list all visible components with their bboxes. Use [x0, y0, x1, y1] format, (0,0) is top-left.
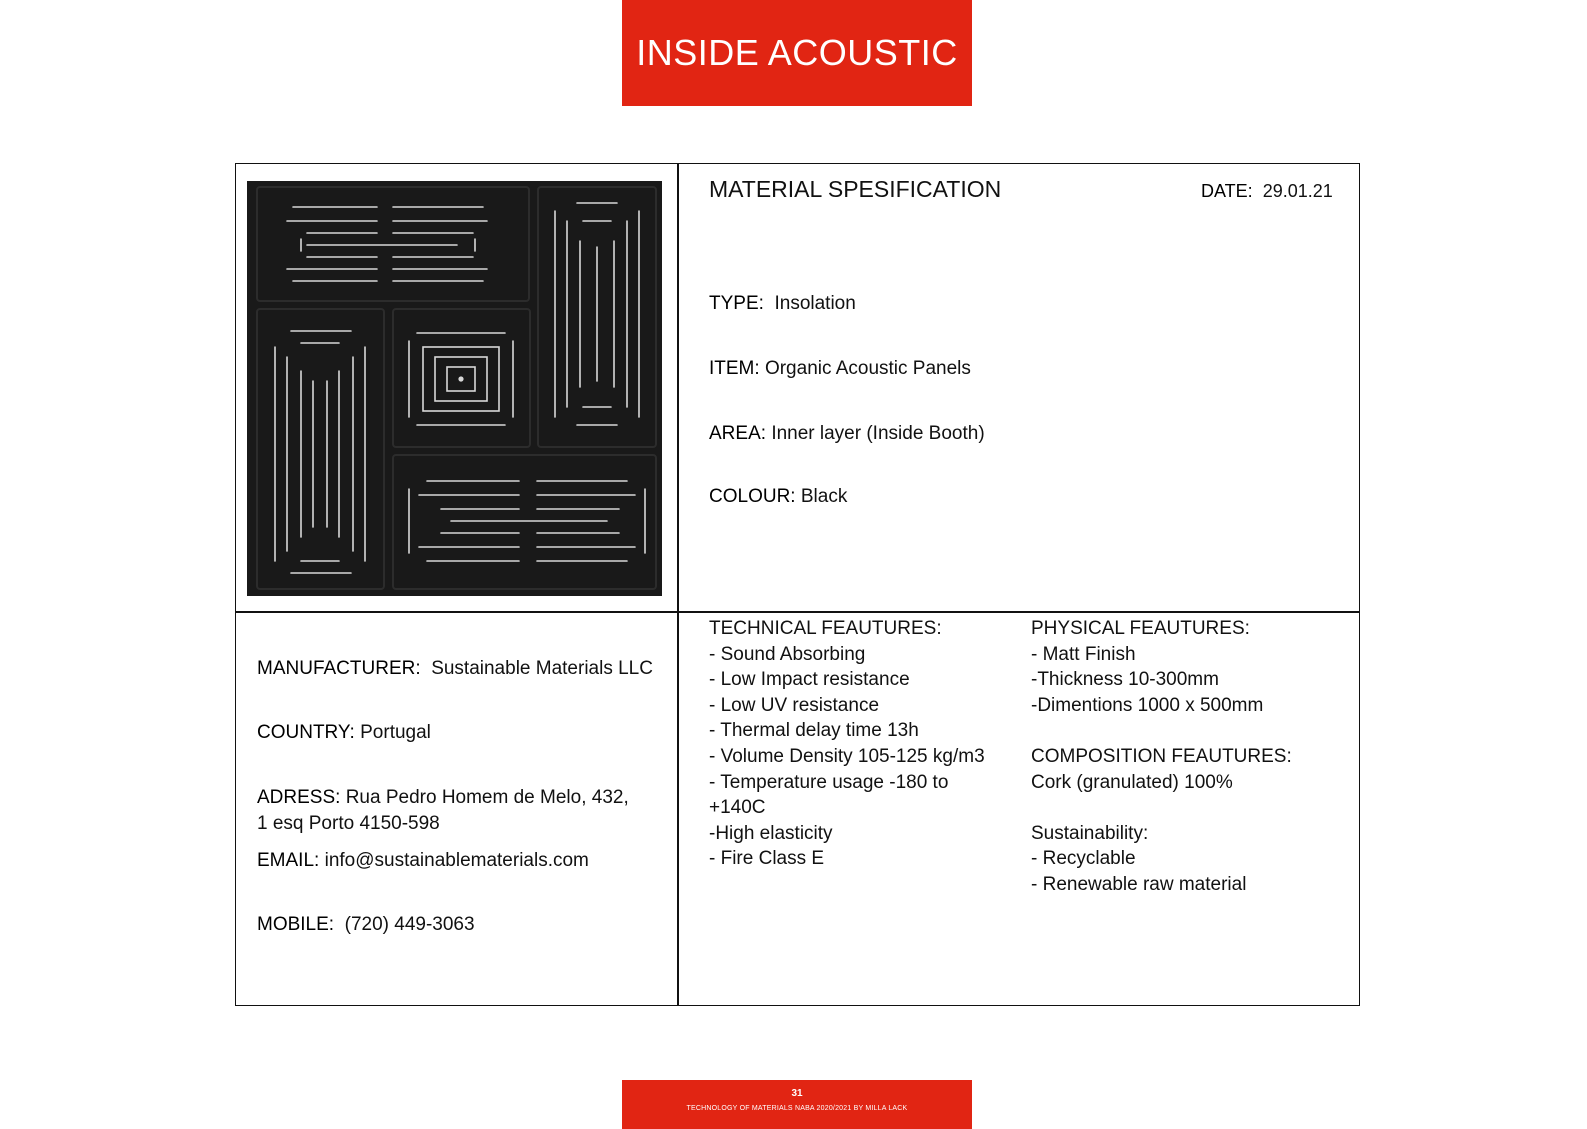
spacer	[1031, 795, 1292, 821]
manufacturer-field	[257, 656, 657, 682]
item-field	[709, 356, 971, 382]
country-label: COUNTRY:	[257, 722, 355, 743]
manufacturer-value: Sustainable Materials LLC	[431, 658, 653, 679]
footer-credit: TECHNOLOGY OF MATERIALS NABA 2020/2021 BY MILLA LACK	[686, 1105, 908, 1112]
date-label: DATE:	[1201, 181, 1253, 201]
area-label: AREA:	[709, 423, 767, 444]
list-item: -Dimentions 1000 x 500mm	[1031, 694, 1264, 716]
mobile-label: MOBILE:	[257, 914, 335, 935]
country-field	[257, 720, 657, 746]
spacer	[1031, 718, 1292, 744]
date-value: 29.01.21	[1262, 181, 1333, 201]
date-field	[1201, 178, 1333, 204]
technical-heading: TECHNICAL FEAUTURES:	[709, 618, 942, 639]
mobile-field	[257, 912, 657, 938]
list-item: - Sound Absorbing	[709, 643, 866, 665]
list-item: - Volume Density 105-125 kg/m3	[709, 745, 985, 767]
email-field	[257, 848, 657, 874]
physical-features	[1031, 616, 1292, 898]
list-item: - Matt Finish	[1031, 643, 1136, 665]
address-label: ADRESS:	[257, 787, 341, 808]
item-value: Organic Acoustic Panels	[764, 358, 971, 379]
spec-sheet	[235, 163, 1360, 1006]
colour-field	[709, 484, 847, 510]
item-label: ITEM:	[709, 358, 760, 379]
page-number: 31	[791, 1088, 803, 1099]
row-divider	[236, 611, 1359, 613]
country-value: Portugal	[360, 722, 431, 743]
type-field	[709, 291, 856, 317]
page-footer	[622, 1080, 972, 1129]
list-item: -Thickness 10-300mm	[1031, 669, 1219, 691]
sustainability-heading: Sustainability:	[1031, 822, 1149, 844]
colour-label: COLOUR:	[709, 486, 796, 507]
colour-value: Black	[800, 486, 848, 507]
list-item: - Low Impact resistance	[709, 669, 910, 691]
list-item: - Temperature usage -180 to	[709, 771, 949, 793]
mobile-value: (720) 449-3063	[344, 914, 475, 935]
list-item: Cork (granulated) 100%	[1031, 771, 1233, 793]
area-field	[709, 421, 985, 447]
address-value: Rua Pedro Homem de Melo, 432, 1 esq Porto 4150-598	[257, 787, 629, 834]
type-value: Insolation	[774, 293, 856, 314]
column-divider	[677, 164, 679, 1005]
list-item: -High elasticity	[709, 822, 833, 844]
list-item: +140C	[709, 797, 766, 819]
composition-heading: COMPOSITION FEAUTURES:	[1031, 745, 1292, 767]
area-value: Inner layer (Inside Booth)	[771, 423, 985, 444]
technical-features	[709, 616, 985, 872]
acoustic-panel-photo	[247, 181, 662, 596]
manufacturer-label: MANUFACTURER:	[257, 658, 421, 679]
list-item: - Thermal delay time 13h	[709, 720, 919, 742]
list-item: - Renewable raw material	[1031, 873, 1247, 895]
list-item: - Low UV resistance	[709, 694, 880, 716]
spec-title: MATERIAL SPESIFICATION	[709, 176, 1002, 202]
address-field	[257, 785, 642, 837]
physical-heading: PHYSICAL FEAUTURES:	[1031, 618, 1250, 639]
type-label: TYPE:	[709, 293, 764, 314]
email-label: EMAIL:	[257, 850, 320, 871]
list-item: - Fire Class E	[709, 848, 825, 870]
email-value: info@sustainablematerials.com	[324, 850, 589, 871]
list-item: - Recyclable	[1031, 848, 1136, 870]
page-title: INSIDE ACOUSTIC	[622, 0, 972, 106]
